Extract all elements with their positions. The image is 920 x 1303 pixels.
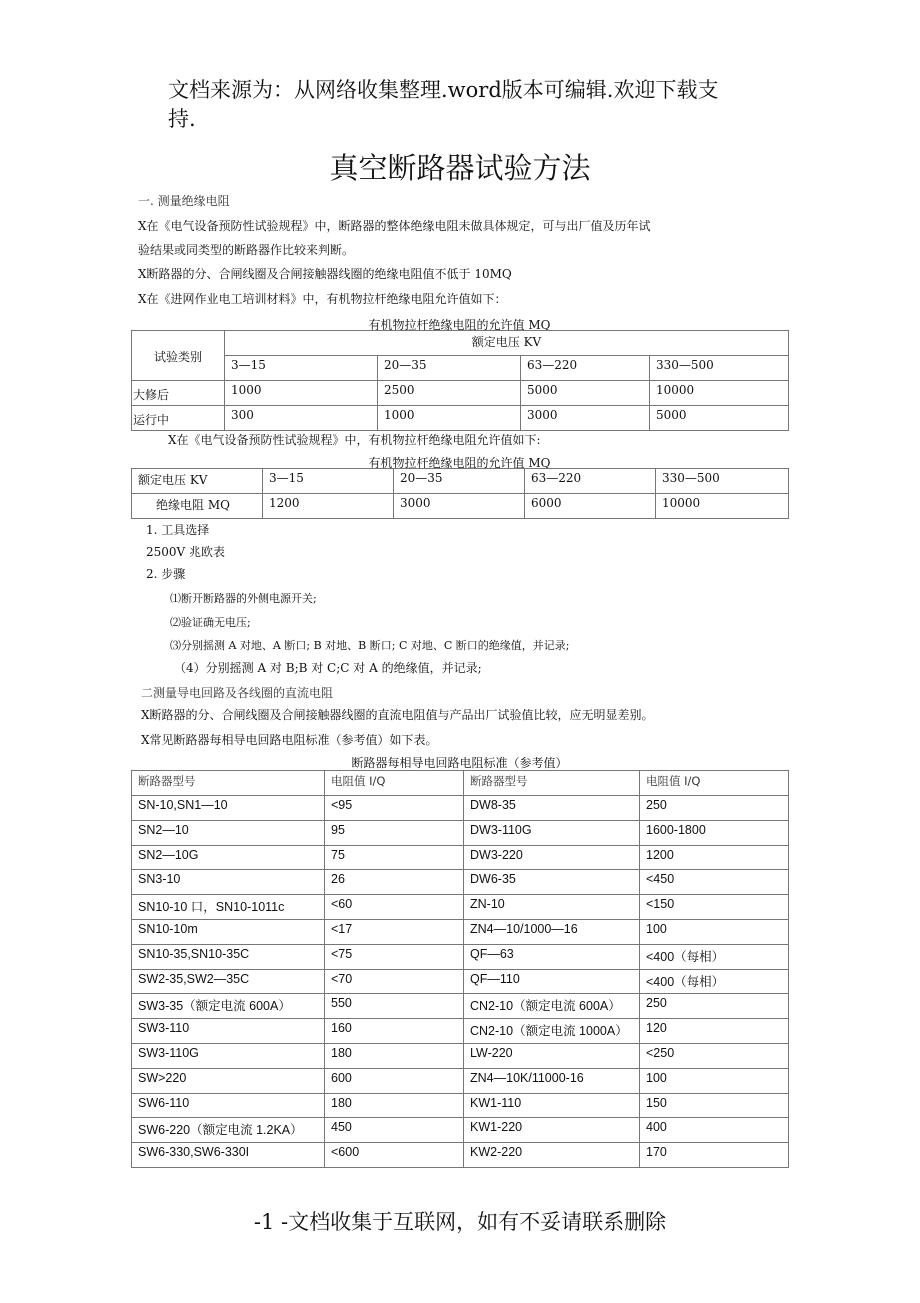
header-cell: 电阻值 I/Q: [640, 771, 789, 796]
cell: 150: [640, 1093, 789, 1118]
cell: 1200: [263, 494, 394, 519]
cell: SN3-10: [132, 870, 325, 895]
cell: DW3-220: [464, 845, 640, 870]
paragraph: X在《电气设备预防性试验规程》中，有机物拉杆绝缘电阻允许值如下:: [168, 433, 541, 447]
cell: 26: [325, 870, 464, 895]
footer: -1 -文档收集于互联网，如有不妥请联系删除: [253, 1210, 667, 1234]
cell: DW6-35: [464, 870, 640, 895]
header-cell: 电阻值 I/Q: [325, 771, 464, 796]
table-row: [132, 820, 789, 845]
header-cell: 断路器型号: [132, 771, 325, 796]
table-row: [132, 469, 789, 494]
cell: <95: [325, 796, 464, 821]
cell: SN-10,SN1—10: [132, 796, 325, 821]
paragraph: X断路器的分、合闸线圈及合闸接触器线圈的绝缘电阻值不低于 10MQ: [138, 267, 512, 281]
step-item: ⑴断开断路器的外侧电源开关;: [170, 592, 317, 605]
cell: ZN4—10K/11000-16: [464, 1068, 640, 1093]
cell: SN10-35,SN10-35C: [132, 944, 325, 969]
cell: 20—35: [394, 469, 525, 494]
step-item: ⑵验证确无电压;: [170, 616, 251, 629]
step-item: （4）分别摇测 A 对 B;B 对 C;C 对 A 的绝缘值，并记录;: [174, 661, 482, 675]
cell: 1600-1800: [640, 820, 789, 845]
table1-caption: 有机物拉杆绝缘电阻的允许值 MQ: [368, 318, 551, 332]
table1-col: 20—35: [378, 356, 521, 381]
cell: 额定电压 KV: [132, 469, 263, 494]
table-row: [132, 1043, 789, 1068]
cell: QF—63: [464, 944, 640, 969]
table-row: [132, 994, 789, 1019]
section1-heading: 一. 测量绝缘电阻: [138, 194, 230, 208]
cell: SN10-10m: [132, 919, 325, 944]
cell: 10000: [650, 381, 789, 406]
table1-col: 3—15: [225, 356, 378, 381]
cell: SW3-110: [132, 1019, 325, 1044]
cell: 63—220: [525, 469, 656, 494]
cell: 3000: [394, 494, 525, 519]
cell: SW3-35（额定电流 600A）: [132, 994, 325, 1019]
table-row: [132, 1019, 789, 1044]
cell: 3000: [521, 406, 650, 431]
cell: CN2-10（额定电流 600A）: [464, 994, 640, 1019]
cell: 6000: [525, 494, 656, 519]
cell: <150: [640, 895, 789, 920]
cell: CN2-10（额定电流 1000A）: [464, 1019, 640, 1044]
table1-row-header: 试验类别: [132, 331, 225, 381]
cell: <400（每相）: [640, 944, 789, 969]
cell: 绝缘电阻 MQ: [132, 494, 263, 519]
cell: 1000: [225, 381, 378, 406]
cell: SW6-330,SW6-330I: [132, 1143, 325, 1168]
tools-heading: 1. 工具选择: [146, 523, 210, 537]
table1-group-header: 额定电压 KV: [225, 331, 789, 356]
cell: 300: [225, 406, 378, 431]
table-row: [132, 406, 789, 431]
cell: 160: [325, 1019, 464, 1044]
cell: DW3-110G: [464, 820, 640, 845]
cell: 250: [640, 796, 789, 821]
cell: 5000: [650, 406, 789, 431]
cell: SW6-110: [132, 1093, 325, 1118]
cell: KW1-220: [464, 1118, 640, 1143]
cell: <60: [325, 895, 464, 920]
header-line-1: 文档来源为：从网络收集整理.word版本可编辑.欢迎下载支: [168, 78, 719, 102]
cell: 2500: [378, 381, 521, 406]
cell: <250: [640, 1043, 789, 1068]
cell: KW2-220: [464, 1143, 640, 1168]
table-row: [132, 381, 789, 406]
table1: [131, 330, 789, 431]
cell: 400: [640, 1118, 789, 1143]
cell: 75: [325, 845, 464, 870]
paragraph: X在《进网作业电工培训材料》中，有机物拉杆绝缘电阻允许值如下：: [138, 292, 507, 306]
cell: <400（每相）: [640, 969, 789, 994]
step-item: ⑶分别摇测 A 对地、A 断口; B 对地、B 断口; C 对地、C 断口的绝缘值，并记录;: [170, 639, 570, 652]
cell: ZN4—10/1000—16: [464, 919, 640, 944]
cell: DW8-35: [464, 796, 640, 821]
paragraph: 验结果或同类型的断路器作比较来判断。: [138, 243, 355, 257]
cell: SN10-10 口，SN10-1011c: [132, 895, 325, 920]
header-line-2: 持.: [168, 107, 196, 131]
table3-caption: 断路器每相导电回路电阻标准（参考值）: [351, 756, 568, 770]
section2-heading: 二测量导电回路及各线圈的直流电阻: [141, 686, 334, 700]
table3: [131, 770, 789, 1168]
table-row: [132, 796, 789, 821]
table1-col: 63—220: [521, 356, 650, 381]
cell: 250: [640, 994, 789, 1019]
cell: <17: [325, 919, 464, 944]
cell: 100: [640, 919, 789, 944]
paragraph: X常见断路器每相导电回路电阻标准（参考值）如下表。: [141, 733, 438, 747]
table-row: [132, 895, 789, 920]
cell: 95: [325, 820, 464, 845]
cell: LW-220: [464, 1043, 640, 1068]
cell: 550: [325, 994, 464, 1019]
cell: <450: [640, 870, 789, 895]
cell: SN2—10: [132, 820, 325, 845]
table1-col: 330—500: [650, 356, 789, 381]
cell: SW2-35,SW2—35C: [132, 969, 325, 994]
cell: SW>220: [132, 1068, 325, 1093]
cell: <75: [325, 944, 464, 969]
cell: ZN-10: [464, 895, 640, 920]
table1-row-label: 运行中: [132, 406, 225, 431]
cell: 100: [640, 1068, 789, 1093]
cell: 1200: [640, 845, 789, 870]
page-title: 真空断路器试验方法: [329, 151, 591, 185]
tools-item: 2500V 兆欧表: [146, 545, 226, 559]
cell: 600: [325, 1068, 464, 1093]
cell: 180: [325, 1093, 464, 1118]
table2: [131, 468, 789, 519]
cell: 170: [640, 1143, 789, 1168]
table-row: [132, 1068, 789, 1093]
cell: 3—15: [263, 469, 394, 494]
cell: 450: [325, 1118, 464, 1143]
table2-caption: 有机物拉杆绝缘电阻的允许值 MQ: [368, 456, 551, 470]
table-row: [132, 1143, 789, 1168]
table-header-row: [132, 771, 789, 796]
cell: 330—500: [656, 469, 789, 494]
table-row: [132, 919, 789, 944]
cell: 1000: [378, 406, 521, 431]
table1-row-label: 大修后: [132, 381, 225, 406]
table-row: [132, 944, 789, 969]
cell: <70: [325, 969, 464, 994]
cell: 5000: [521, 381, 650, 406]
cell: SW3-110G: [132, 1043, 325, 1068]
paragraph: X在《电气设备预防性试验规程》中，断路器的整体绝缘电阻未做具体规定，可与出厂值及历年试: [138, 219, 651, 233]
cell: <600: [325, 1143, 464, 1168]
cell: SW6-220（额定电流 1.2KA）: [132, 1118, 325, 1143]
cell: KW1-110: [464, 1093, 640, 1118]
cell: 120: [640, 1019, 789, 1044]
paragraph: X断路器的分、合闸线圈及合闸接触器线圈的直流电阻值与产品出厂试验值比较，应无明显差别。: [141, 708, 654, 722]
table-row: [132, 870, 789, 895]
table-row: [132, 494, 789, 519]
header-cell: 断路器型号: [464, 771, 640, 796]
cell: SN2—10G: [132, 845, 325, 870]
cell: 10000: [656, 494, 789, 519]
table-row: [132, 1118, 789, 1143]
table-row: [132, 969, 789, 994]
steps-heading: 2. 步骤: [146, 567, 186, 581]
cell: QF—110: [464, 969, 640, 994]
table-row: [132, 1093, 789, 1118]
cell: 180: [325, 1043, 464, 1068]
table-row: [132, 845, 789, 870]
